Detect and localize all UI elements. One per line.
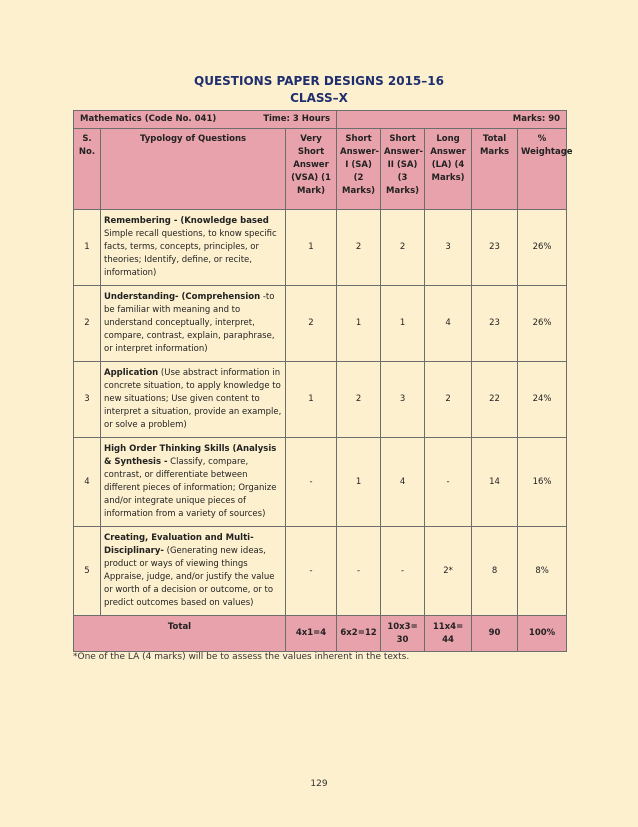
- row-sa1: 2: [337, 210, 381, 286]
- row-weightage: 26%: [518, 210, 567, 286]
- page-subtitle: CLASS–X: [290, 91, 348, 105]
- row-heading: High Order Thinking Skills (Analysis & Synthesis -: [104, 444, 277, 467]
- row-weightage: 8%: [518, 527, 567, 616]
- row-total: 22: [472, 362, 518, 438]
- table-header-row: [74, 111, 567, 129]
- row-text: Simple recall questions, to know specific facts, terms, concepts, principles, or theories; Identify, define, or recite, information): [104, 229, 277, 278]
- row-heading: Creating, Evaluation and Multi-Disciplinary-: [104, 533, 254, 556]
- row-heading: Understanding- (Comprehension: [104, 292, 261, 302]
- column-header-row: [74, 129, 567, 210]
- row-vsa: -: [286, 527, 337, 616]
- row-weightage: 24%: [518, 362, 567, 438]
- row-sno: 3: [74, 362, 101, 438]
- row-text: (Use abstract information in concrete situation, to apply knowledge to new situations; Use given content to interpret a situation, provide an example, or solve a problem): [104, 368, 282, 430]
- row-la: 3: [425, 210, 472, 286]
- col-header-sa1: Short Answer- I (SA) (2 Marks): [337, 129, 381, 210]
- row-sa1: 1: [337, 438, 381, 527]
- row-sa2: 3: [381, 362, 425, 438]
- col-header-la: Long Answer (LA) (4 Marks): [425, 129, 472, 210]
- row-sno: 1: [74, 210, 101, 286]
- row-description: [101, 527, 286, 616]
- row-sa2: 2: [381, 210, 425, 286]
- row-la: 2*: [425, 527, 472, 616]
- col-header-sno: S. No.: [74, 129, 101, 210]
- row-sa2: 1: [381, 286, 425, 362]
- row-description: [101, 286, 286, 362]
- table-row: [74, 362, 567, 438]
- totals-sa1: 6x2=12: [337, 616, 381, 652]
- col-header-weightage: % Weightage: [518, 129, 567, 210]
- row-total: 23: [472, 210, 518, 286]
- marks-label: Marks: 90: [512, 114, 561, 124]
- row-la: 2: [425, 362, 472, 438]
- col-header-typology: Typology of Questions: [101, 129, 286, 210]
- row-text: (Generating new ideas, product or ways of viewing things Appraise, judge, and/or justify the value or worth of a decision or outcome, or to predict outcomes based on values): [104, 546, 275, 608]
- totals-row: [74, 616, 567, 652]
- totals-marks: 90: [472, 616, 518, 652]
- row-sa1: 1: [337, 286, 381, 362]
- row-sno: 5: [74, 527, 101, 616]
- page-title: QUESTIONS PAPER DESIGNS 2015–16: [194, 74, 444, 88]
- footnote: *One of the LA (4 marks) will be to assess the values inherent in the texts.: [73, 652, 410, 662]
- totals-label: Total: [74, 616, 286, 652]
- row-vsa: 2: [286, 286, 337, 362]
- time-label: Time: 3 Hours: [263, 114, 331, 124]
- subject-cell: [74, 111, 337, 129]
- row-sno: 2: [74, 286, 101, 362]
- row-heading: Remembering - (Knowledge based: [104, 216, 269, 226]
- row-sa2: -: [381, 527, 425, 616]
- row-description: [101, 362, 286, 438]
- page-number: 129: [310, 779, 328, 789]
- col-header-vsa: Very Short Answer (VSA) (1 Mark): [286, 129, 337, 210]
- row-text: Classify, compare, contrast, or differentiate between different pieces of information; Organize and/or integrate unique pieces of information from a variety of sources): [104, 457, 277, 519]
- row-total: 23: [472, 286, 518, 362]
- marks-cell: [337, 111, 567, 129]
- totals-vsa: 4x1=4: [286, 616, 337, 652]
- row-weightage: 26%: [518, 286, 567, 362]
- col-header-total: Total Marks: [472, 129, 518, 210]
- row-vsa: -: [286, 438, 337, 527]
- row-description: [101, 438, 286, 527]
- table-row: [74, 286, 567, 362]
- row-sno: 4: [74, 438, 101, 527]
- table-row: [74, 527, 567, 616]
- row-la: -: [425, 438, 472, 527]
- row-sa1: -: [337, 527, 381, 616]
- row-la: 4: [425, 286, 472, 362]
- totals-weightage: 100%: [518, 616, 567, 652]
- row-weightage: 16%: [518, 438, 567, 527]
- row-sa2: 4: [381, 438, 425, 527]
- totals-sa2: 10x3= 30: [381, 616, 425, 652]
- row-total: 14: [472, 438, 518, 527]
- row-total: 8: [472, 527, 518, 616]
- totals-la: 11x4= 44: [425, 616, 472, 652]
- subject-label: Mathematics (Code No. 041): [80, 114, 217, 124]
- table-row: [74, 438, 567, 527]
- row-description: [101, 210, 286, 286]
- question-design-table: [73, 110, 573, 652]
- row-sa1: 2: [337, 362, 381, 438]
- table-row: [74, 210, 567, 286]
- row-text: -to be familiar with meaning and to understand conceptually, interpret, compare, contrast, explain, paraphrase, or interpret information): [104, 292, 275, 354]
- col-header-sa2: Short Answer- II (SA) (3 Marks): [381, 129, 425, 210]
- row-vsa: 1: [286, 210, 337, 286]
- row-vsa: 1: [286, 362, 337, 438]
- row-heading: Application: [104, 368, 159, 378]
